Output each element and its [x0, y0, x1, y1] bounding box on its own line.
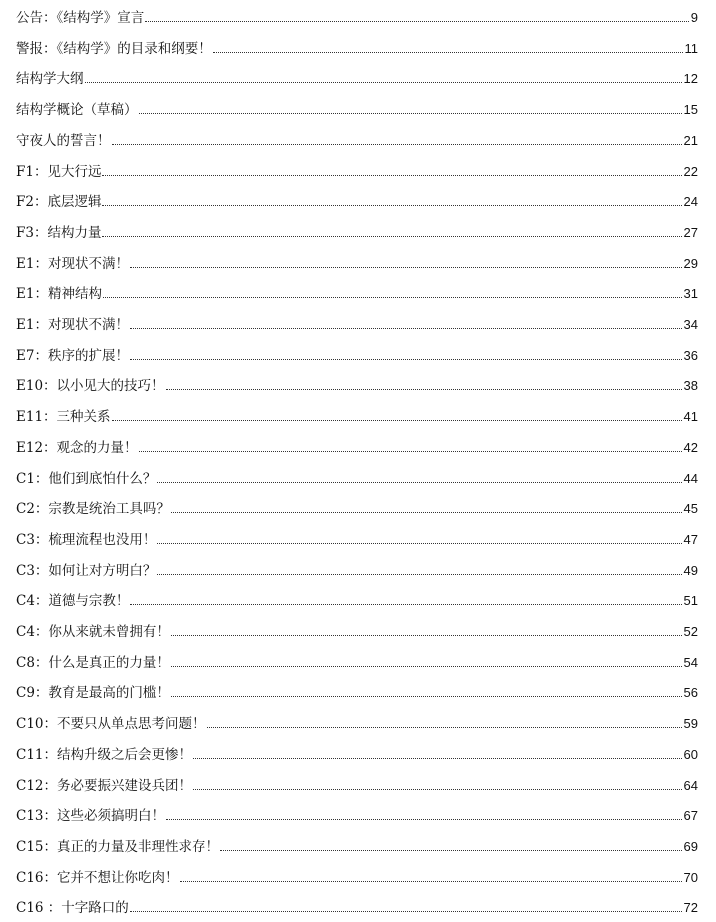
toc-entry[interactable] — [16, 125, 698, 149]
toc-dot-leader — [112, 420, 682, 421]
toc-dot-leader — [145, 21, 689, 22]
toc-dot-leader — [193, 789, 682, 790]
toc-entry[interactable] — [16, 739, 698, 763]
toc-entry-page-number: 44 — [683, 470, 698, 486]
toc-entry-title: F3：结构力量 — [16, 224, 102, 241]
toc-dot-leader — [102, 175, 681, 176]
toc-dot-leader — [102, 205, 681, 206]
toc-entry-page-number: 22 — [683, 163, 698, 179]
toc-entry-page-number: 67 — [683, 808, 698, 824]
toc-dot-leader — [157, 482, 681, 483]
toc-entry[interactable] — [16, 862, 698, 886]
toc-entry-title: F1：见大行远 — [16, 163, 102, 180]
toc-dot-leader — [130, 359, 682, 360]
toc-entry-page-number: 47 — [683, 531, 698, 547]
toc-entry[interactable] — [16, 340, 698, 364]
toc-entry[interactable] — [16, 708, 698, 732]
toc-dot-leader — [193, 758, 682, 759]
toc-entry-title: C15：真正的力量及非理性求存！ — [16, 838, 220, 855]
toc-entry-page-number: 42 — [683, 439, 698, 455]
toc-dot-leader — [171, 512, 682, 513]
toc-dot-leader — [220, 850, 682, 851]
toc-entry[interactable] — [16, 33, 698, 57]
toc-entry-page-number: 69 — [683, 838, 698, 854]
toc-entry-page-number: 60 — [683, 746, 698, 762]
toc-entry-title: C3：梳理流程也没用！ — [16, 531, 157, 548]
toc-dot-leader — [180, 881, 682, 882]
toc-entry[interactable] — [16, 248, 698, 272]
toc-entry[interactable] — [16, 186, 698, 210]
toc-entry-page-number: 29 — [683, 255, 698, 271]
toc-entry[interactable] — [16, 770, 698, 794]
toc-entry-page-number: 64 — [683, 777, 698, 793]
toc-dot-leader — [112, 144, 682, 145]
toc-dot-leader — [139, 113, 682, 114]
toc-entry-page-number: 45 — [683, 501, 698, 517]
toc-entry-title: E1：对现状不满！ — [16, 255, 129, 272]
toc-entry-page-number: 34 — [683, 317, 698, 332]
toc-entry[interactable] — [16, 892, 698, 916]
toc-entry[interactable] — [16, 585, 698, 609]
toc-entry[interactable] — [16, 370, 698, 394]
toc-entry-title: C9：教育是最高的门槛！ — [16, 685, 170, 702]
toc-entry-page-number: 52 — [683, 624, 698, 639]
toc-entry-title: 结构学概论（草稿） — [16, 102, 138, 119]
toc-dot-leader — [103, 297, 682, 298]
toc-dot-leader — [130, 604, 681, 605]
toc-dot-leader — [166, 389, 682, 390]
toc-entry-title: C12：务必要振兴建设兵团！ — [16, 777, 193, 794]
toc-entry-page-number: 54 — [683, 654, 698, 670]
toc-entry-page-number: 70 — [683, 869, 698, 885]
toc-entry[interactable] — [16, 217, 698, 241]
toc-entry[interactable] — [16, 800, 698, 824]
toc-dot-leader — [171, 696, 682, 697]
toc-dot-leader — [157, 574, 681, 575]
toc-entry-title: C8：什么是真正的力量！ — [16, 654, 170, 671]
toc-dot-leader — [213, 52, 683, 53]
toc-dot-leader — [130, 911, 682, 912]
toc-entry-page-number: 12 — [683, 71, 698, 87]
toc-entry[interactable] — [16, 278, 698, 302]
toc-entry-page-number: 49 — [683, 562, 698, 578]
toc-dot-leader — [102, 236, 681, 237]
toc-entry[interactable] — [16, 555, 698, 579]
toc-entry-page-number: 38 — [683, 378, 698, 394]
toc-entry-title: C4：道德与宗教！ — [16, 593, 130, 610]
toc-entry[interactable] — [16, 463, 698, 487]
toc-entry[interactable] — [16, 677, 698, 701]
toc-entry[interactable] — [16, 524, 698, 548]
toc-entry[interactable] — [16, 156, 698, 180]
toc-entry-title: 守夜人的誓言！ — [16, 132, 111, 149]
toc-entry-title: F2：底层逻辑 — [16, 194, 102, 211]
toc-dot-leader — [166, 819, 682, 820]
toc-entry-page-number: 56 — [683, 685, 698, 701]
toc-dot-leader — [157, 543, 681, 544]
toc-entry-page-number: 27 — [683, 224, 698, 240]
toc-entry-page-number: 41 — [683, 409, 698, 425]
toc-entry[interactable] — [16, 309, 698, 333]
toc-entry[interactable] — [16, 401, 698, 425]
toc-entry[interactable] — [16, 831, 698, 855]
toc-entry[interactable] — [16, 63, 698, 87]
toc-entry-page-number: 31 — [683, 286, 698, 302]
toc-entry[interactable] — [16, 493, 698, 517]
toc-entry[interactable] — [16, 616, 698, 640]
toc-entry-page-number: 11 — [684, 40, 698, 56]
toc-entry[interactable] — [16, 432, 698, 456]
toc-dot-leader — [207, 727, 682, 728]
toc-entry-title: E11：三种关系 — [16, 409, 111, 426]
toc-entry[interactable] — [16, 94, 698, 118]
toc-entry-title: C3：如何让对方明白？ — [16, 562, 157, 579]
toc-entry-title: C4：你从来就未曾拥有！ — [16, 624, 170, 640]
toc-dot-leader — [171, 666, 682, 667]
toc-entry-page-number: 59 — [683, 716, 698, 732]
toc-dot-leader — [171, 635, 682, 636]
toc-entry-title: 警报：《结构学》的目录和纲要！ — [16, 40, 212, 57]
toc-entry[interactable] — [16, 2, 698, 26]
toc-entry-page-number: 36 — [683, 347, 698, 363]
toc-entry-page-number: 9 — [690, 10, 698, 25]
toc-entry-page-number: 21 — [683, 132, 698, 148]
toc-entry-title: C1：他们到底怕什么？ — [16, 470, 157, 487]
toc-entry-page-number: 72 — [683, 900, 698, 916]
toc-entry-title: E10：以小见大的技巧！ — [16, 378, 165, 395]
toc-entry-page-number: 24 — [683, 194, 698, 210]
toc-entry-title: E1：对现状不满！ — [16, 317, 129, 333]
toc-dot-leader — [139, 451, 682, 452]
toc-entry-page-number: 51 — [683, 593, 698, 609]
toc-entry-title: C13：这些必须搞明白！ — [16, 808, 166, 825]
toc-dot-leader — [130, 267, 682, 268]
toc-entry-title: C2：宗教是统治工具吗？ — [16, 501, 170, 518]
toc-entry-page-number: 15 — [683, 102, 698, 118]
toc-dot-leader — [85, 82, 682, 83]
toc-entry-title: C16：它并不想让你吃肉！ — [16, 869, 179, 886]
toc-entry-title: E12：观念的力量！ — [16, 439, 138, 456]
toc-entry-title: E1：精神结构 — [16, 286, 102, 303]
toc-entry-title: C11：结构升级之后会更惨！ — [16, 746, 193, 763]
toc-entry-title: E7：秩序的扩展！ — [16, 347, 129, 364]
toc-dot-leader — [130, 328, 682, 329]
toc-entry-title: 结构学大纲 — [16, 71, 84, 88]
toc-entry-title: C16 ：十字路口的 — [16, 900, 129, 917]
toc-entry-title: C10：不要只从单点思考问题！ — [16, 716, 206, 733]
toc-entry-title: 公告：《结构学》宣言 — [16, 10, 145, 26]
toc-entry[interactable] — [16, 647, 698, 671]
